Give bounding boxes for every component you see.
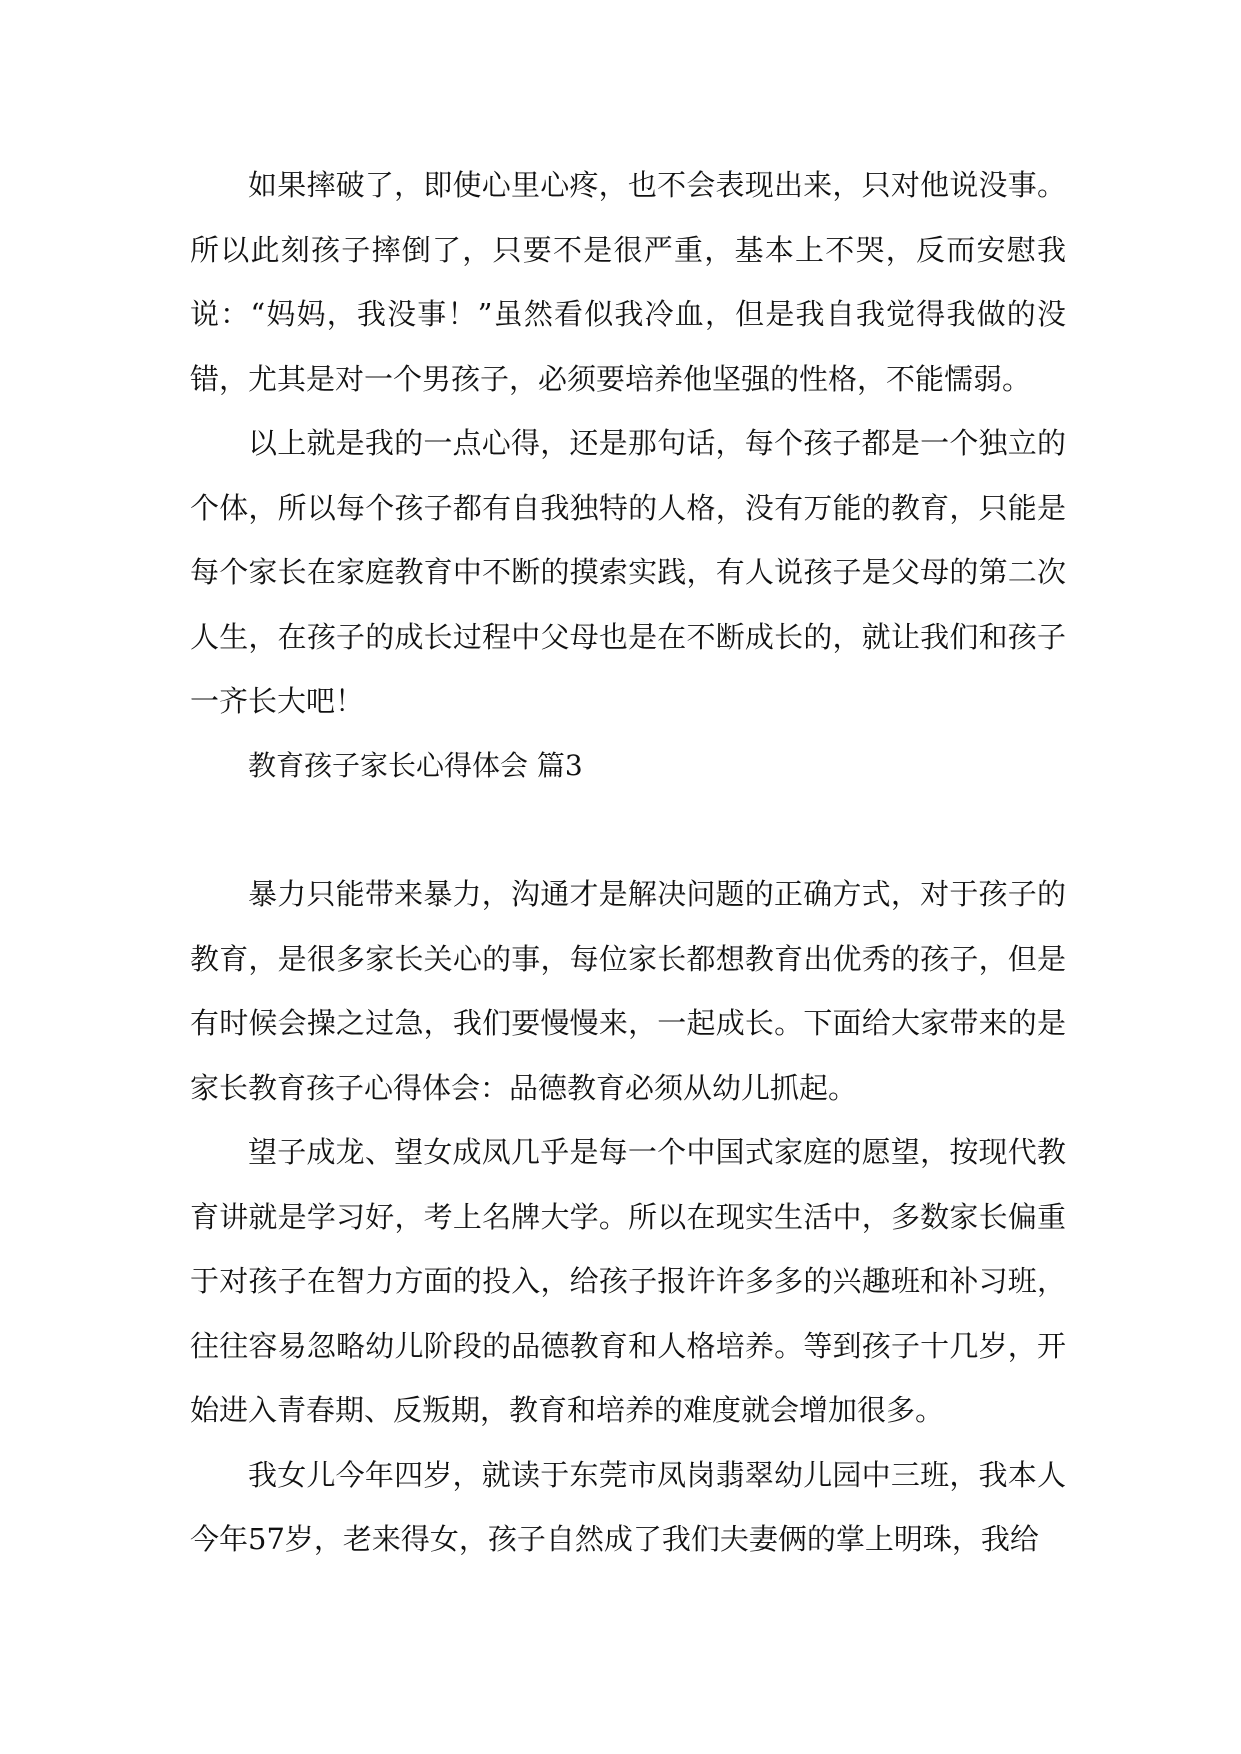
section-heading: 教育孩子家长心得体会 篇3 [248, 748, 583, 782]
paragraph: 以上就是我的一点心得，还是那句话，每个孩子都是一个独立的个体，所以每个孩子都有自我独特的人格，没有万能的教育，只能是每个家长在家庭教育中不断的摸索实践，有人说孩子是父母的第二次人生，在孩子的成长过程中父母也是在不断成长的，就让我们和孩子一齐长大吧！ [190, 426, 1066, 718]
paragraph: 我女儿今年四岁，就读于东莞市凤岗翡翠幼儿园中三班，我本人今年57岁，老来得女，孩子自然成了我们夫妻俩的掌上明珠，我给 [190, 1457, 1066, 1556]
paragraph: 暴力只能带来暴力，沟通才是解决问题的正确方式，对于孩子的教育，是很多家长关心的事，每位家长都想教育出优秀的孩子，但是有时候会操之过急，我们要慢慢来，一起成长。下面给大家带来的是家长教育孩子心得体会：品德教育必须从幼儿抓起。 [190, 877, 1066, 1105]
document-body [190, 153, 1066, 1572]
paragraph: 如果摔破了，即使心里心疼，也不会表现出来，只对他说没事。所以此刻孩子摔倒了，只要不是很严重，基本上不哭，反而安慰我说：“妈妈，我没事！”虽然看似我冷血，但是我自我觉得我做的没错，尤其是对一个男孩子，必须要培养他坚强的性格，不能懦弱。 [190, 168, 1066, 396]
paragraph: 望子成龙、望女成凤几乎是每一个中国式家庭的愿望，按现代教育讲就是学习好，考上名牌大学。所以在现实生活中，多数家长偏重于对孩子在智力方面的投入，给孩子报许许多多的兴趣班和补习班，往往容易忽略幼儿阶段的品德教育和人格培养。等到孩子十几岁，开始进入青春期、反叛期，教育和培养的难度就会增加很多。 [190, 1135, 1066, 1427]
